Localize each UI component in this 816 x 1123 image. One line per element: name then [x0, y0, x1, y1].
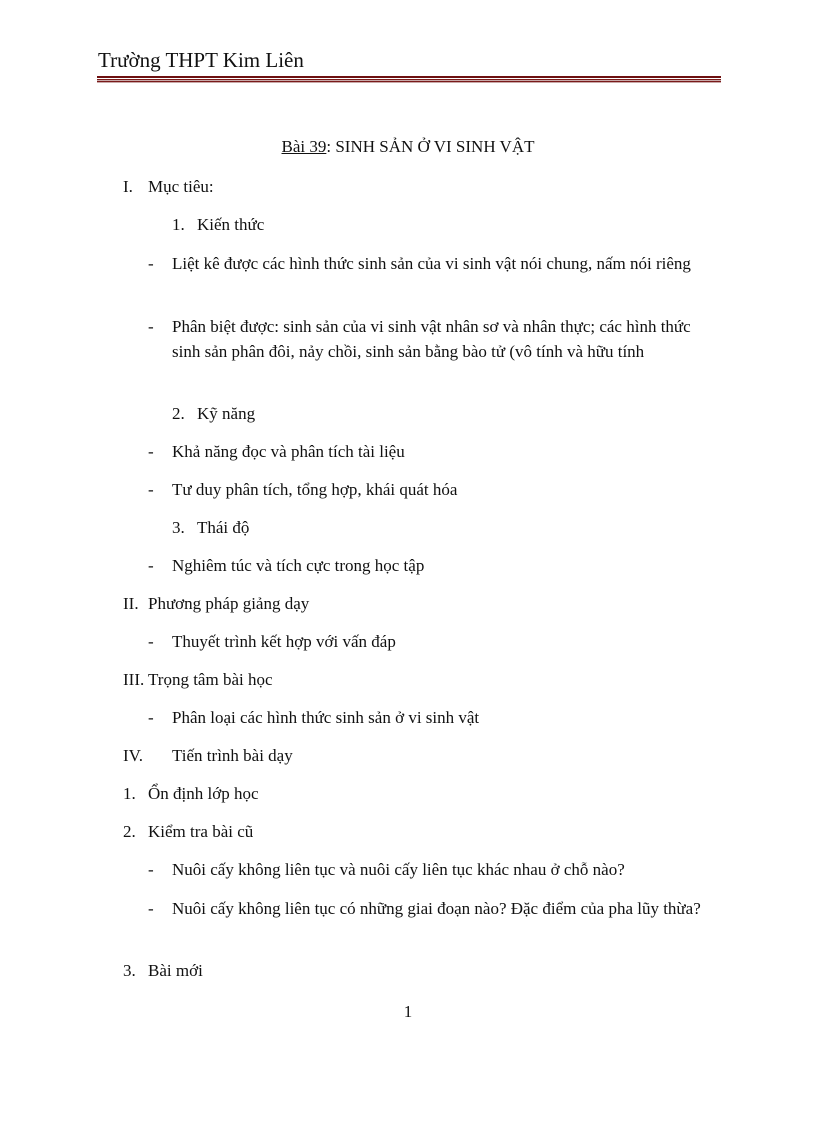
list-item: Nuôi cấy không liên tục và nuôi cấy liên tục khác nhau ở chỗ nào? — [172, 860, 625, 879]
section-heading: Phương pháp giảng dạy — [148, 594, 310, 613]
step-heading: Ổn định lớp học — [148, 784, 259, 803]
section-heading: Mục tiêu: — [148, 177, 214, 196]
step-num: 1. — [123, 784, 136, 803]
bullet-dash: - — [148, 480, 154, 499]
list-item: Phân loại các hình thức sinh sản ở vi sinh vật — [172, 708, 480, 727]
step-num: 3. — [123, 961, 136, 980]
lesson-name: SINH SẢN Ở VI SINH VẬT — [335, 137, 535, 156]
header-rule-top — [97, 76, 721, 78]
list-item: Thuyết trình kết hợp với vấn đáp — [172, 632, 396, 651]
subsection-num: 3. — [172, 518, 185, 537]
bullet-dash: - — [148, 254, 154, 273]
list-item: Nuôi cấy không liên tục có những giai đoạn nào? Đặc điểm của pha lũy thừa? — [172, 899, 701, 918]
subsection-num: 1. — [172, 215, 185, 234]
bullet-dash: - — [148, 556, 154, 575]
bullet-dash: - — [148, 632, 154, 651]
page-number: 1 — [403, 1002, 413, 1021]
title-separator: : — [326, 137, 336, 156]
list-item: Khả năng đọc và phân tích tài liệu — [172, 442, 405, 461]
bullet-dash: - — [148, 442, 154, 461]
section-heading: Tiến trình bài dạy — [172, 746, 293, 765]
list-item: Tư duy phân tích, tổng hợp, khái quát hóa — [172, 480, 458, 499]
bullet-dash: - — [148, 317, 154, 336]
list-item: Phân biệt được: sinh sản của vi sinh vật nhân sơ và nhân thực; các hình thức sinh sản phân đôi, nảy chồi, sinh sản bằng bào tử (vô tính và hữu tính — [172, 317, 691, 361]
list-item: Nghiêm túc và tích cực trong học tập — [172, 556, 425, 575]
step-heading: Kiểm tra bài cũ — [148, 822, 254, 841]
subsection-heading: Kiến thức — [197, 215, 265, 234]
lesson-title — [0, 137, 816, 157]
step-heading: Bài mới — [148, 961, 203, 980]
section-heading: Trọng tâm bài học — [148, 670, 273, 689]
list-item: Liệt kê được các hình thức sinh sản của vi sinh vật nói chung, nấm nói riêng — [172, 254, 691, 273]
section-num: III. — [123, 670, 145, 689]
section-num: I. — [123, 177, 133, 196]
bullet-dash: - — [148, 899, 154, 918]
header-rule-bottom — [97, 79, 721, 83]
section-num: II. — [123, 594, 139, 613]
header-school: Trường THPT Kim Liên — [98, 48, 304, 72]
subsection-heading: Thái độ — [197, 518, 250, 537]
bullet-dash: - — [148, 708, 154, 727]
step-num: 2. — [123, 822, 136, 841]
lesson-number: Bài 39 — [281, 137, 327, 156]
section-num: IV. — [123, 746, 143, 765]
bullet-dash: - — [148, 860, 154, 879]
subsection-num: 2. — [172, 404, 185, 423]
subsection-heading: Kỹ năng — [197, 404, 256, 423]
